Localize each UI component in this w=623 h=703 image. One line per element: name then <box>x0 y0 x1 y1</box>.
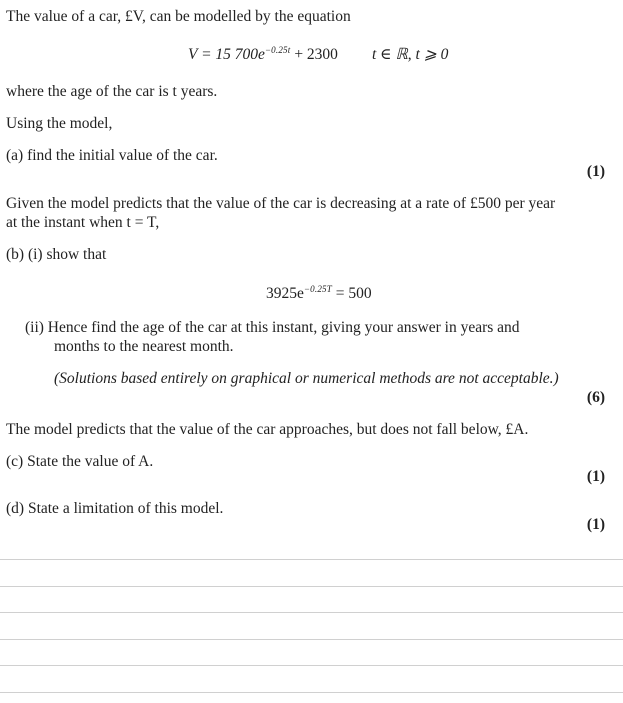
answer-line <box>0 665 623 666</box>
intro-line <box>6 8 351 26</box>
answer-line <box>0 612 623 613</box>
part-c-question: (c) State the value of A. <box>6 453 154 470</box>
show-equation-exponent: −0.25T <box>303 284 332 294</box>
part-a-question: (a) find the initial value of the car. <box>6 147 218 164</box>
part-b-ii-question-line1: (ii) Hence find the age of the car at this instant, giving your answer in years and <box>25 319 520 336</box>
part-b-ii-question-line2: months to the nearest month. <box>54 338 234 355</box>
equation-domain: t ∈ ℝ, t ⩾ 0 <box>372 46 449 63</box>
intro-text: The value of a car, £V, can be modelled by the equation <box>6 8 351 25</box>
answer-line <box>0 692 623 693</box>
age-definition: where the age of the car is t years. <box>6 83 218 100</box>
part-d-question: (d) State a limitation of this model. <box>6 500 224 517</box>
part-b-marks: (6) <box>586 389 605 406</box>
part-b-i-question: (b) (i) show that <box>6 246 107 263</box>
equation-exponent: −0.25t <box>264 45 291 55</box>
part-c-marks: (1) <box>586 468 605 485</box>
part-a-marks: (1) <box>586 163 605 180</box>
using-model-text: Using the model, <box>6 115 113 132</box>
value-equation <box>188 45 338 64</box>
show-equation-lhs: 3925e <box>266 285 304 302</box>
part-c-intro: The model predicts that the value of the car approaches, but does not fall below, £A. <box>6 421 529 438</box>
answer-line <box>0 559 623 560</box>
show-that-equation <box>266 284 372 303</box>
show-equation-rhs: = 500 <box>331 285 372 302</box>
given-instant-line: at the instant when t = T, <box>6 214 160 231</box>
method-note: (Solutions based entirely on graphical or numerical methods are not acceptable.) <box>54 370 559 387</box>
answer-line <box>0 639 623 640</box>
equation-rhs: + 2300 <box>290 46 338 63</box>
equation-lhs: V = 15 700e <box>188 46 265 63</box>
given-rate-line: Given the model predicts that the value of the car is decreasing at a rate of £500 per year <box>6 195 556 212</box>
part-d-marks: (1) <box>586 516 605 533</box>
answer-line <box>0 586 623 587</box>
